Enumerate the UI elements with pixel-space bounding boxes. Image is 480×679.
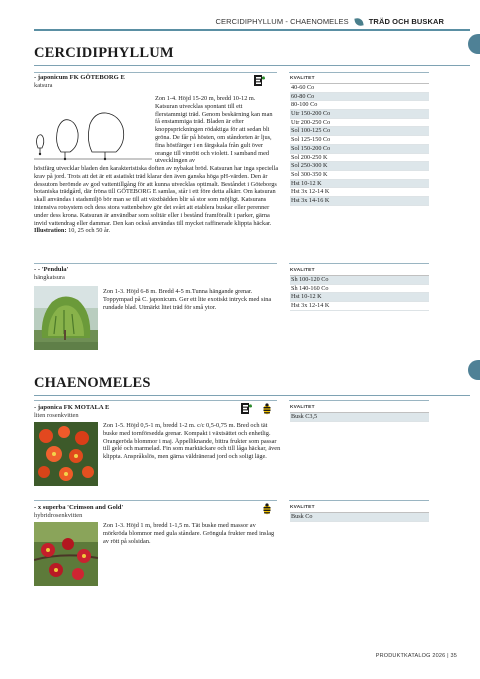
quality-row: 40-60 Co (290, 84, 429, 93)
header-rule (34, 29, 470, 31)
plant-common-name: hybridrosenkvitten (34, 512, 83, 519)
catalog-name: PRODUKTKATALOG 2026 (375, 653, 446, 659)
quality-row: Hst 3x 14-16 K (290, 197, 429, 206)
quality-header: KVALITET (290, 75, 429, 84)
quality-row: Hst 3x 12-14 K (290, 188, 429, 197)
quality-row: Hst 3x 12-14 K (290, 302, 429, 311)
bee-friendly-icon (262, 503, 272, 515)
plant-description-continued: höstfärg utvecklar bladen den karakteristiska doften av nybakat bröd. Katsuran har inga speciella krav på jord. Trots att det är ett asiatiskt träd klarar den även ganska höga pH-värden. Den är dessutom berömde av god vattentillgång för att kunna utvecklas optimalt. Beståndet i Göteborgs botaniska trädgård, där fröna till GÖTEBORG E samlas, står i ett före detta alkärr. Om katsuran skall användas i stadsmiljö bör man se till att växtbädden blir så stor som möjligt. Katsurans intensiva rotsystem och dess stora vattenbehov gör det svårt att etablera buskar eller perenner under dess krona. Katsuran är användbar som solitär eller i bestånd framförallt i parker, gärna invid vattendrag eller dammar. Den kan också användas till mycket raffinerade klippta häckar. Illustration: 10, 25 och 50 år. (34, 165, 279, 235)
genus-title-cercidiphyllum: CERCIDIPHYLLUM (34, 45, 174, 61)
genus-rule (34, 395, 470, 396)
section-title: TRÄD OCH BUSKAR (368, 17, 444, 26)
page-number: 35 (450, 653, 457, 659)
leaf-icon (354, 17, 363, 26)
plant-name: - - 'Pendula' (34, 266, 69, 273)
quality-row: 60-80 Co (290, 93, 429, 102)
bee-friendly-icon (262, 403, 272, 415)
plant-description: Zon 1-5. Höjd 0,5-1 m, bredd 1-2 m. c/c 0,5-0,75 m. Bred och tät buske med tornförsedda grenar. Kompakt i växtsättet och enhetlig. Orangeröda blommor i maj. Äppelliknande, bittra frukter som passar till gelé och marmelad. Fin som marktäckare och till låga häckar, även klippta. Anspråkslös, men gärna väldränerad jord och soligt läge. (103, 422, 281, 461)
quality-row: Sol 300-350 K (290, 171, 429, 180)
plant-description: Zon 1-4. Höjd 15-20 m, bredd 10-12 m. Katsuran utvecklas spontant till ett flerstammigt träd. Genom beskärning kan man få enstammiga träd. Bladen är efter knoppsprickningen rödaktiga för att sedan bli gröna. De får på hösten, om ståndorten är ljus, fina höstfärger i en färgskala från gult över orange till vinrött och violett. I samband med utvecklingen av (155, 95, 273, 165)
plant-common-name: liten rosenkvitten (34, 412, 79, 419)
entry-rule (34, 500, 277, 501)
quality-table (290, 75, 429, 206)
e-plant-badge-icon (253, 74, 265, 87)
quality-header: KVALITET (290, 267, 429, 276)
plant-name: - japonica FK MOTALA E (34, 404, 110, 411)
entry-rule (289, 400, 429, 401)
entry-rule (289, 263, 429, 264)
quality-row: Utr 200-250 Co (290, 119, 429, 128)
genus-rule (34, 65, 470, 66)
entry-rule (289, 500, 429, 501)
plant-name: - x superba 'Crimson and Gold' (34, 504, 124, 511)
breadcrumb: CERCIDIPHYLLUM - CHAENOMELES (215, 17, 349, 26)
section-tab (468, 360, 480, 380)
quality-row: Sh 140-160 Co (290, 285, 429, 294)
quality-rows (290, 84, 429, 206)
illustration-label: Illustration: (34, 227, 67, 235)
tree-growth-illustration (34, 108, 152, 163)
quality-row: Busk Co (290, 513, 429, 522)
entry-rule (34, 72, 277, 73)
footer-separator: | (447, 653, 449, 659)
quality-row: Sol 200-250 K (290, 154, 429, 163)
e-plant-badge-icon (240, 402, 252, 415)
chaenomeles-japonica-photo (34, 422, 98, 486)
plant-description: Zon 1-3. Höjd 6-8 m. Bredd 4-5 m.Tunna hängande grenar. Toppympad på C. japonicum. Ger ett lite exotiskt intryck med sina rundade blad. Utmärkt litet träd för små ytor. (103, 288, 272, 311)
quality-row: Sh 100-120 Co (290, 276, 429, 285)
quality-row: Sol 250-300 K (290, 162, 429, 171)
quality-table (290, 267, 429, 311)
quality-row: Utr 150-200 Co (290, 110, 429, 119)
genus-title-chaenomeles: CHAENOMELES (34, 375, 151, 391)
quality-row: Hst 10-12 K (290, 293, 429, 302)
plant-common-name: katsura (34, 82, 53, 89)
quality-header: KVALITET (290, 404, 429, 413)
page-header (216, 17, 445, 26)
quality-row: 80-100 Co (290, 101, 429, 110)
quality-row: Busk C3,5 (290, 413, 429, 422)
chaenomeles-superba-photo (34, 522, 98, 586)
page-footer (376, 653, 457, 659)
entry-rule (34, 263, 277, 264)
plant-name: - japonicum FK GÖTEBORG E (34, 74, 125, 81)
entry-rule (34, 400, 277, 401)
quality-row: Sol 100-125 Co (290, 127, 429, 136)
plant-description: Zon 1-3. Höjd 1 m, bredd 1-1,5 m. Tät buske med massor av mörkröda blommor med gula ståndare. Gröngula frukter med inslag av rött på solsidan. (103, 522, 275, 545)
quality-row: Sol 125-150 Co (290, 136, 429, 145)
section-tab (468, 34, 480, 54)
quality-table (290, 404, 429, 422)
entry-rule (289, 72, 429, 73)
plant-common-name: hängkatsura (34, 274, 65, 281)
quality-table (290, 504, 429, 522)
quality-row: Sol 150-200 Co (290, 145, 429, 154)
weeping-katsura-photo (34, 286, 98, 350)
quality-header: KVALITET (290, 504, 429, 513)
illustration-value: 10, 25 och 50 år. (68, 227, 111, 235)
quality-row: Hst 10-12 K (290, 180, 429, 189)
